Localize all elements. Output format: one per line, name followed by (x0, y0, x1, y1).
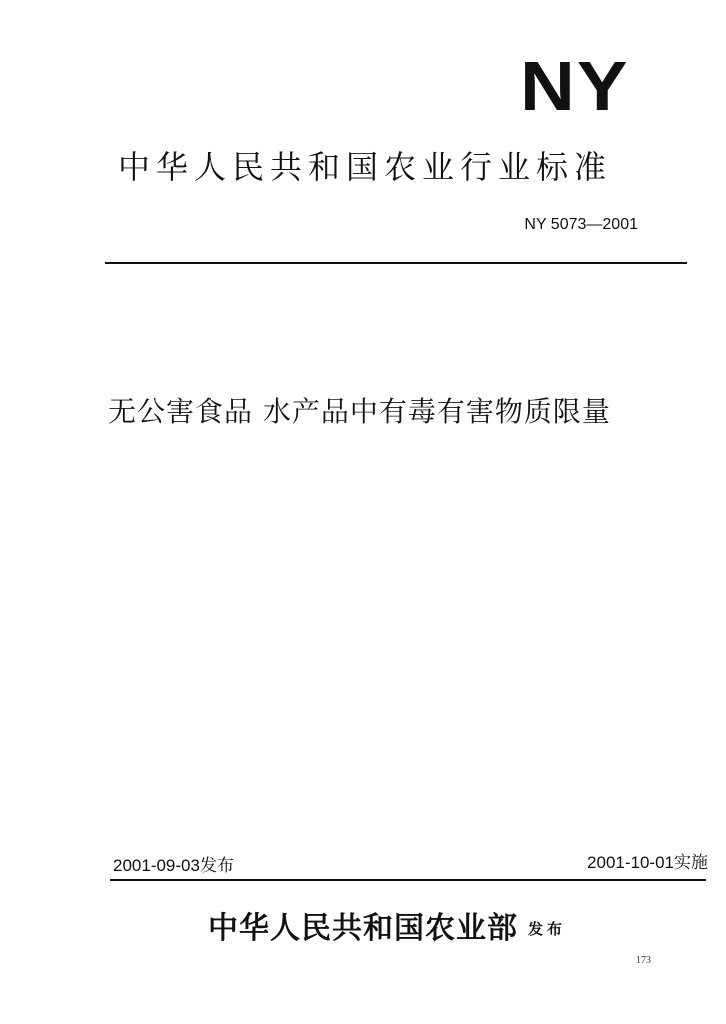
header-divider (105, 262, 687, 264)
ny-logo: NY (520, 47, 630, 126)
document-title: 无公害食品 水产品中有毒有害物质限量 (108, 395, 611, 428)
standard-code: NY 5073—2001 (524, 216, 638, 233)
publisher-name: 中华人民共和国农业部 (208, 911, 518, 946)
publisher-action: 发布 (528, 920, 567, 938)
page-number: 173 (636, 955, 651, 966)
footer-divider (110, 879, 706, 881)
publisher-line (208, 912, 566, 946)
standard-type-heading: 中华人民共和国农业行业标准 (118, 148, 613, 186)
issue-date: 2001-09-03发布 (113, 856, 234, 875)
implementation-date: 2001-10-01实施 (587, 853, 708, 872)
